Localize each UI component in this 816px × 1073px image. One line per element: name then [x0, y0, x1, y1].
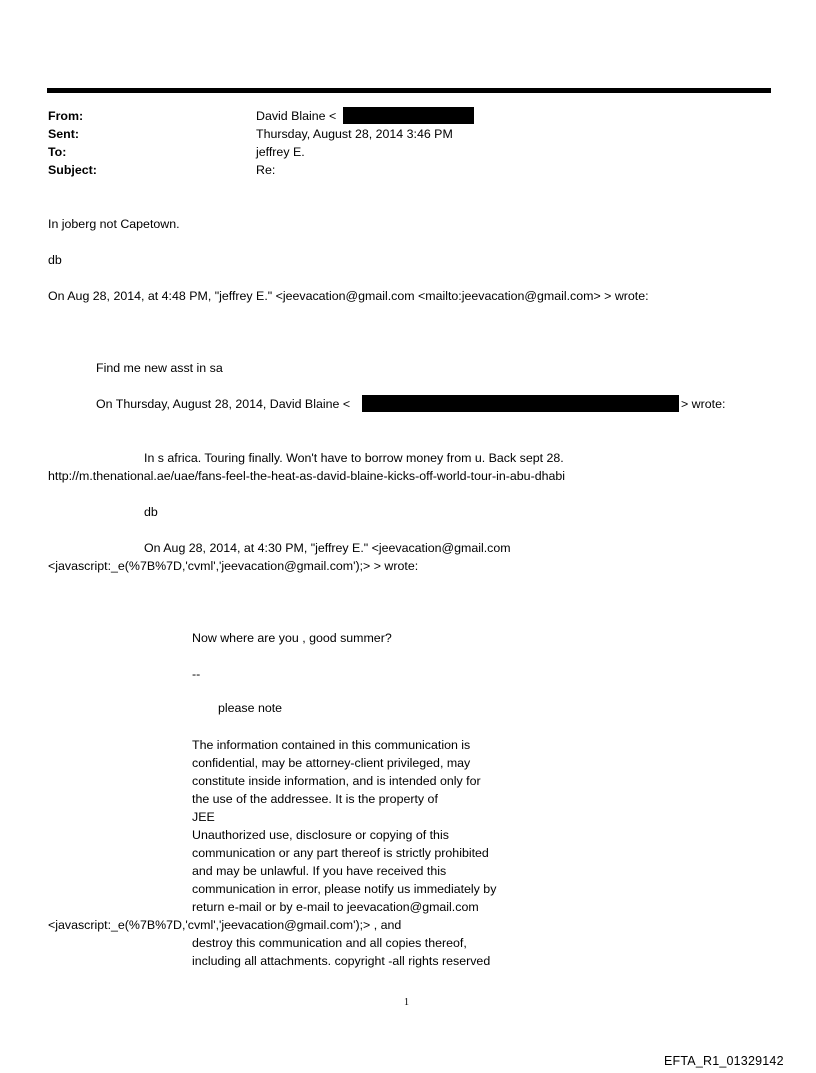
disclaimer-line: including all attachments. copyright -all rights reserved	[192, 954, 491, 968]
redaction-box	[343, 107, 474, 124]
to-value: jeffrey E.	[256, 145, 305, 159]
document-id: EFTA_R1_01329142	[664, 1054, 784, 1068]
message-line: In joberg not Capetown.	[48, 217, 180, 231]
disclaimer-line: destroy this communication and all copies thereof,	[192, 936, 467, 950]
page-number: 1	[404, 997, 409, 1008]
redaction-box	[362, 395, 679, 412]
disclaimer-line: and may be unlawful. If you have received this	[192, 864, 447, 878]
disclaimer-line: constitute inside information, and is intended only for	[192, 774, 481, 788]
signature: db	[48, 253, 62, 267]
from-label: From:	[48, 109, 84, 123]
to-label: To:	[48, 145, 67, 159]
quote-header-cont: <javascript:_e(%7B%7D,'cvml','jeevacation@gmail.com');> > wrote:	[48, 559, 419, 573]
quoted-message: In s africa. Touring finally. Won't have to borrow money from u. Back sept 28.	[144, 451, 564, 465]
quote-header: On Aug 28, 2014, at 4:30 PM, "jeffrey E." <jeevacation@gmail.com	[144, 541, 511, 555]
disclaimer-js-line: <javascript:_e(%7B%7D,'cvml','jeevacation@gmail.com');> , and	[48, 918, 402, 932]
subject-label: Subject:	[48, 163, 97, 177]
from-value: David Blaine <	[256, 109, 337, 123]
disclaimer-line: JEE	[192, 810, 215, 824]
quoted-message: Find me new asst in sa	[96, 361, 223, 375]
disclaimer-line: return e-mail or by e-mail to jeevacation@gmail.com	[192, 900, 479, 914]
disclaimer-line: The information contained in this communication is	[192, 738, 471, 752]
sent-value: Thursday, August 28, 2014 3:46 PM	[256, 127, 453, 141]
subject-value: Re:	[256, 163, 276, 177]
header-rule	[47, 88, 771, 93]
sent-label: Sent:	[48, 127, 79, 141]
disclaimer-line: confidential, may be attorney-client privileged, may	[192, 756, 471, 770]
please-note: please note	[218, 701, 283, 715]
quoted-message: Now where are you , good summer?	[192, 631, 392, 645]
article-link: http://m.thenational.ae/uae/fans-feel-the-heat-as-david-blaine-kicks-off-world-tour-in-abu-dhabi	[48, 469, 566, 483]
quote-header: On Thursday, August 28, 2014, David Blaine <	[96, 397, 351, 411]
disclaimer-line: the use of the addressee. It is the property of	[192, 792, 438, 806]
disclaimer-line: communication in error, please notify us immediately by	[192, 882, 497, 896]
disclaimer-line: Unauthorized use, disclosure or copying of this	[192, 828, 449, 842]
disclaimer-line: communication or any part thereof is strictly prohibited	[192, 846, 489, 860]
signature: db	[144, 505, 158, 519]
quote-header: On Aug 28, 2014, at 4:48 PM, "jeffrey E." <jeevacation@gmail.com <mailto:jeevacation@gmail.com> > wrote:	[48, 289, 649, 303]
signature-dashes: --	[192, 667, 201, 681]
quote-header-end: > wrote:	[681, 397, 726, 411]
